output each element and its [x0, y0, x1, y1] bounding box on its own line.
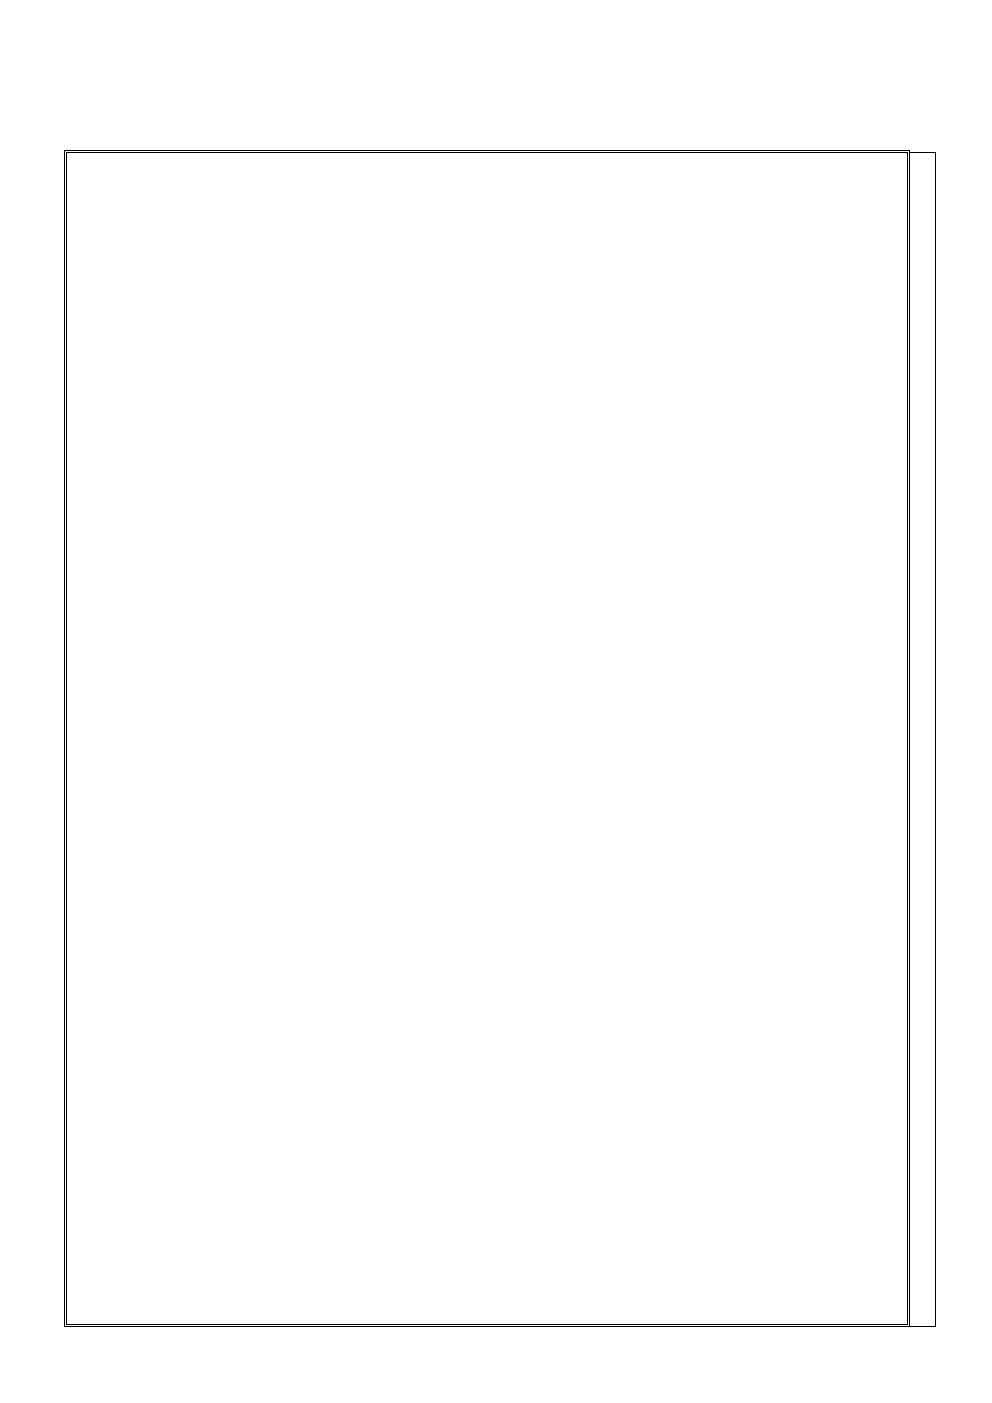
generation-column — [910, 152, 936, 1327]
genealogy-table — [64, 150, 910, 1327]
